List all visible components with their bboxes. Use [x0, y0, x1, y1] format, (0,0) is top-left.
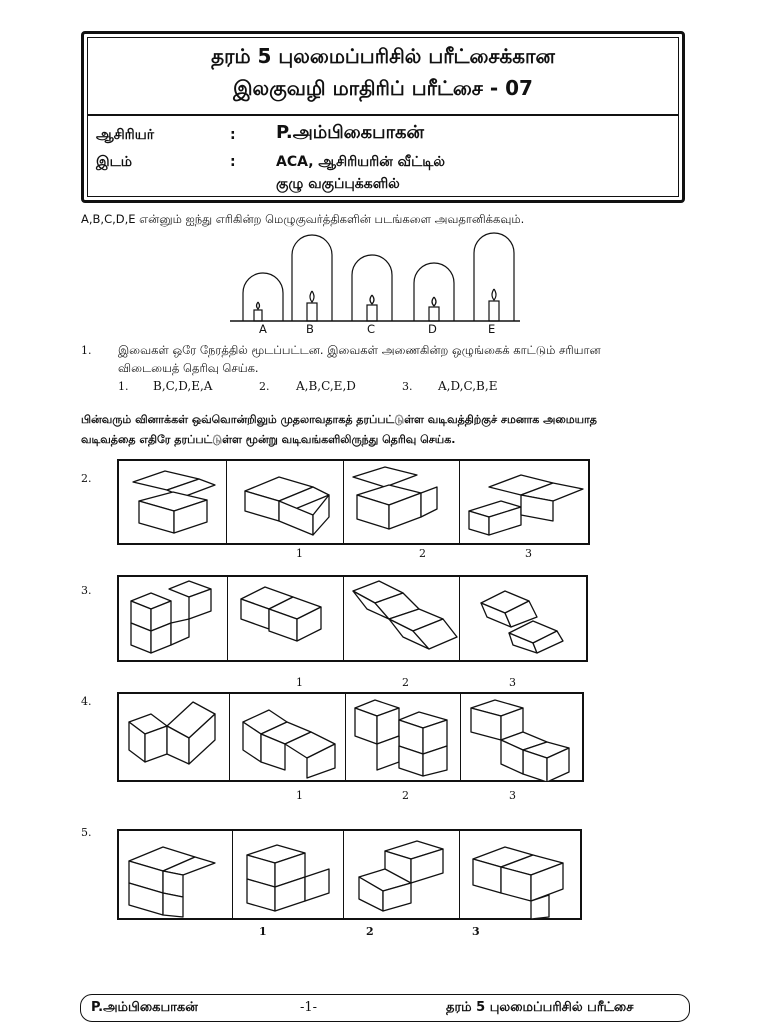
candle-c: [352, 255, 392, 321]
footer-exam-title: தரம் 5 புலமைப்பரிசில் பரீட்சை: [446, 1000, 634, 1015]
candle-a: [243, 273, 283, 321]
q3-option-1-shape: [241, 587, 321, 641]
q3-given-shape: [131, 581, 211, 653]
q2-shapes: [117, 459, 590, 545]
q5-answer-2[interactable]: 2: [366, 925, 374, 938]
q4-option-1-shape: [243, 710, 335, 778]
q5-option-1-shape: [247, 845, 329, 911]
q5-answer-1[interactable]: 1: [259, 925, 267, 938]
candle-label-e: E: [488, 322, 496, 336]
q2-given-shape: [133, 471, 215, 533]
teacher-name: P.அம்பிகைபாகன்: [276, 122, 424, 143]
q1-option-3-num: 3.: [402, 380, 413, 393]
q4-number: 4.: [81, 695, 92, 708]
q5-number: 5.: [81, 826, 92, 839]
q3-number: 3.: [81, 584, 92, 597]
q3-option-2-shape: [353, 581, 457, 649]
q2-option-2-shape: [353, 467, 437, 529]
footer-author: P.அம்பிகைபாகன்: [91, 1000, 198, 1015]
q4-answer-3[interactable]: 3: [509, 789, 516, 802]
q5-shapes: [117, 829, 582, 920]
teacher-label: ஆசிரியர்: [96, 127, 155, 143]
q3-option-3-shape: [481, 591, 563, 653]
q2-option-1-shape: [245, 477, 329, 535]
q2-answer-1[interactable]: 1: [296, 547, 303, 560]
q1-option-2-num: 2.: [259, 380, 270, 393]
q2-option-3-shape: [469, 475, 583, 535]
q3-shapes: [117, 575, 588, 662]
q4-option-2-shape: [355, 700, 447, 776]
q3-answer-1[interactable]: 1: [296, 676, 303, 689]
header-divider: [87, 114, 679, 116]
q5-option-2-shape: [359, 841, 443, 911]
q5-given-shape: [129, 847, 215, 917]
teacher-colon: :: [230, 127, 236, 143]
place-colon: :: [230, 154, 236, 170]
q4-given-shape: [129, 702, 215, 764]
q1-text-1: இவைகள் ஒரே நேரத்தில் மூடப்பட்டன. இவைகள் அணைகின்ற ஒழுங்கைக் காட்டும் சரியான: [118, 343, 601, 357]
q3-answer-3[interactable]: 3: [509, 676, 516, 689]
candle-instruction: A,B,C,D,E என்னும் ஐந்து எரிகின்ற மெழுகுவர்த்திகளின் படங்களை அவதானிக்கவும்.: [81, 212, 525, 226]
candle-label-b: B: [306, 322, 314, 336]
footer-page-number: -1-: [300, 1000, 318, 1015]
place-value-2: குழு வகுப்புக்களில்: [276, 176, 400, 192]
place-label: இடம்: [96, 154, 133, 170]
q2-answer-3[interactable]: 3: [525, 547, 532, 560]
candle-label-d: D: [428, 322, 437, 336]
q1-text-2: விடையைத் தெரிவு செய்க.: [118, 361, 259, 375]
q4-option-3-shape: [471, 700, 569, 782]
instruction-line-2: வடிவத்தை எதிரே தரப்பட்டுள்ள மூன்று வடிவங்களிலிருந்து தெரிவு செய்க.: [81, 433, 456, 446]
q4-answer-1[interactable]: 1: [296, 789, 303, 802]
candle-label-a: A: [259, 322, 267, 336]
q1-number: 1.: [81, 344, 92, 357]
q1-option-2[interactable]: A,B,C,E,D: [296, 379, 356, 393]
q4-answer-2[interactable]: 2: [402, 789, 409, 802]
title-line-1: தரம் 5 புலமைப்பரிசில் பரீட்சைக்கான: [211, 44, 555, 68]
q5-answer-3[interactable]: 3: [472, 925, 480, 938]
q1-option-1-num: 1.: [118, 380, 129, 393]
candle-e: [474, 233, 514, 321]
q1-option-3[interactable]: A,D,C,B,E: [438, 379, 498, 393]
q5-option-3-shape: [473, 847, 563, 919]
candle-b: [292, 235, 332, 321]
place-value-1: ACA, ஆசிரியரின் வீட்டில்: [276, 154, 445, 170]
candle-label-c: C: [367, 322, 376, 336]
q4-shapes: [117, 692, 584, 782]
q2-number: 2.: [81, 472, 92, 485]
q1-option-1[interactable]: B,C,D,E,A: [153, 379, 213, 393]
candle-d: [414, 263, 454, 321]
instruction-line-1: பின்வரும் வினாக்கள் ஒவ்வொன்றிலும் முதலாவதாகத் தரப்பட்டுள்ள வடிவத்திற்குச் சமனாக அமையாத: [81, 413, 597, 426]
title-line-2: இலகுவழி மாதிரிப் பரீட்சை - 07: [233, 76, 533, 100]
q3-answer-2[interactable]: 2: [402, 676, 409, 689]
q2-answer-2[interactable]: 2: [419, 547, 426, 560]
